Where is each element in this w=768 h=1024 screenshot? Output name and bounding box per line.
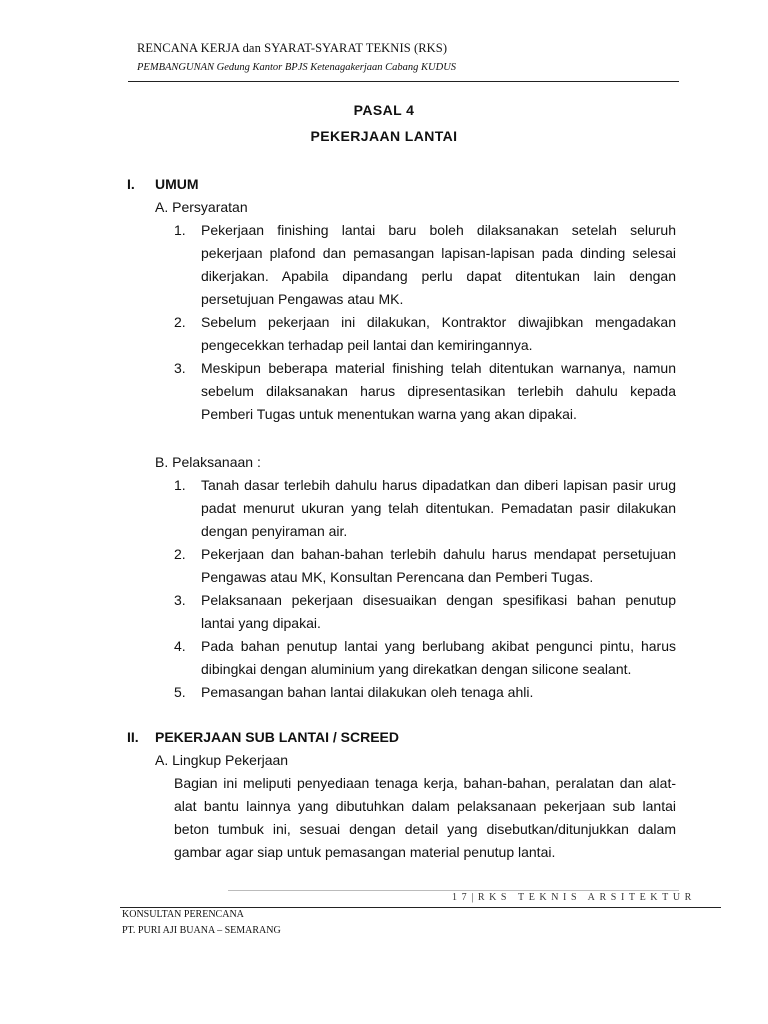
header-title: RENCANA KERJA dan SYARAT-SYARAT TEKNIS (RKS): [137, 41, 448, 55]
section-2-title: PEKERJAAN SUB LANTAI / SCREED: [155, 729, 399, 745]
paragraph-line: alat bantu lainnya yang dibutuhkan dalam pelaksanaan pekerjaan sub lantai: [174, 798, 676, 814]
section-2a-label: A. Lingkup Pekerjaan: [155, 752, 289, 768]
footer-consultant: KONSULTAN PERENCANA: [122, 909, 244, 920]
list-item-line: lantai yang dipakai.: [201, 615, 321, 631]
list-item-line: Tanah dasar terlebih dahulu harus dipadatkan dan diberi lapisan pasir urug: [201, 477, 676, 493]
section-1a-label: A. Persyaratan: [155, 199, 248, 215]
list-item-line: dibingkai dengan aluminium yang direkatkan dengan silicone sealant.: [201, 661, 632, 677]
list-item-line: padat menurut ukuran yang telah ditentukan. Pemadatan pasir dilakukan: [201, 500, 676, 516]
footer-company: PT. PURI AJI BUANA – SEMARANG: [122, 925, 281, 936]
list-item-line: dikerjakan. Apabila dipandang perlu dapat ditentukan lain dengan: [201, 268, 676, 284]
list-item-number: 3.: [174, 592, 186, 608]
footer-page-label: [452, 892, 696, 903]
list-item-line: Meskipun beberapa material finishing telah ditentukan warnanya, namun: [201, 360, 676, 376]
paragraph-line: gambar agar siap untuk pemasangan material penutup lantai.: [174, 844, 556, 860]
list-item-line: Pemasangan bahan lantai dilakukan oleh tenaga ahli.: [201, 684, 534, 700]
list-item-number: 2.: [174, 314, 186, 330]
list-item-line: Pada bahan penutup lantai yang berlubang akibat pengunci pintu, harus: [201, 638, 676, 654]
section-1-number: I.: [127, 176, 135, 192]
list-item-number: 5.: [174, 684, 186, 700]
pasal-title: PEKERJAAN LANTAI: [310, 128, 458, 144]
section-1b-label: B. Pelaksanaan :: [155, 454, 261, 470]
list-item-line: Pengawas atau MK, Konsultan Perencana dan Pemberi Tugas.: [201, 569, 594, 585]
paragraph-line: Bagian ini meliputi penyediaan tenaga kerja, bahan-bahan, peralatan dan alat-: [174, 775, 676, 791]
header-rule: [128, 81, 679, 82]
list-item-line: dengan penyiraman air.: [201, 523, 348, 539]
list-item-line: Sebelum pekerjaan ini dilakukan, Kontraktor diwajibkan mengadakan: [201, 314, 676, 330]
list-item-number: 4.: [174, 638, 186, 654]
list-item-number: 3.: [174, 360, 186, 376]
list-item-line: Pemberi Tugas untuk menentukan warna yang akan dipakai.: [201, 406, 577, 422]
section-2-number: II.: [127, 729, 139, 745]
list-item-line: pekerjaan plafond dan pemasangan lapisan-lapisan pada dinding selesai: [201, 245, 676, 261]
section-1-title: UMUM: [155, 176, 199, 192]
footer-rule: [120, 907, 721, 908]
list-item-line: Pekerjaan finishing lantai baru boleh dilaksanakan setelah seluruh: [201, 222, 676, 238]
page-number: 17: [452, 892, 472, 903]
page-separator: |: [471, 892, 478, 903]
list-item-line: persetujuan Pengawas atau MK.: [201, 291, 404, 307]
running-footer: RKS TEKNIS ARSITEKTUR: [477, 892, 696, 903]
list-item-line: sebelum dilaksanakan harus dipresentasikan terlebih dahulu kepada: [201, 383, 676, 399]
list-item-line: pengecekkan terhadap peil lantai dan kemiringannya.: [201, 337, 533, 353]
header-subtitle: PEMBANGUNAN Gedung Kantor BPJS Ketenagakerjaan Cabang KUDUS: [137, 62, 457, 73]
footer-rule-thin: [228, 890, 679, 891]
pasal-number: PASAL 4: [353, 102, 415, 118]
list-item-number: 2.: [174, 546, 186, 562]
list-item-number: 1.: [174, 222, 186, 238]
list-item-line: Pelaksanaan pekerjaan disesuaikan dengan spesifikasi bahan penutup: [201, 592, 676, 608]
list-item-number: 1.: [174, 477, 186, 493]
paragraph-line: beton tumbuk ini, sesuai dengan detail yang disebutkan/ditunjukkan dalam: [174, 821, 676, 837]
list-item-line: Pekerjaan dan bahan-bahan terlebih dahulu harus mendapat persetujuan: [201, 546, 676, 562]
